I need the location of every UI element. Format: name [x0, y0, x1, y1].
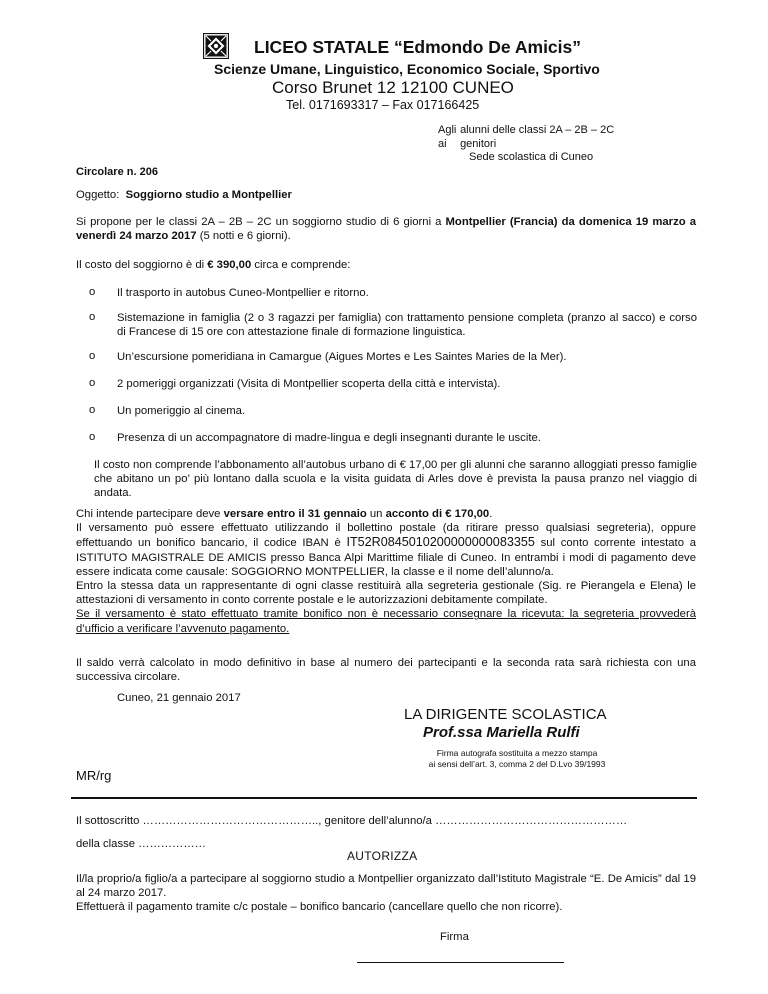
- payment-deadline-date: versare entro il 31 gennaio: [223, 508, 367, 520]
- exclusions-paragraph: Il costo non comprende l’abbonamento all’autobus urbano di € 17,00 per gli alunni che saranno alloggiati presso famiglie che abitano un po’ più lontano dalla scuola e la visita guidata di Arles dove è prevista la pausa pranzo nel viaggio di andata.: [94, 459, 697, 500]
- bullet-marker: o: [89, 350, 96, 362]
- signatory-role: LA DIRIGENTE SCOLASTICA: [404, 706, 607, 723]
- signature-line: [357, 962, 564, 963]
- subject-value: Soggiorno studio a Montpellier: [125, 189, 292, 201]
- payment-methods-text: Il versamento può essere effettuato utilizzando il bollettino postale (da ritirare presso qualsiasi segreteria), oppure effettuando un bonifico bancario, il codice IBAN è: [76, 522, 696, 550]
- signatory-name: Prof.ssa Mariella Rulfi: [423, 724, 580, 741]
- form-authorization-text: Il/la proprio/a figlio/a a partecipare al soggiorno studio a Montpellier organizzato dall’Istituto Magistrale “E. De Amicis” dal 19 al 24 marzo 2017.: [76, 873, 696, 900]
- recipients-prefix-ai: ai: [438, 137, 447, 150]
- payment-text: .: [489, 508, 493, 520]
- form-class-line: della classe ………………: [76, 838, 206, 850]
- recipients-location: Sede scolastica di Cuneo: [469, 151, 594, 163]
- list-item: Un pomeriggio al cinema.: [117, 405, 246, 417]
- payment-transfer-note: Se il versamento è stato effettuato tramite bonifico non è necessario consegnare la ricevuta: la segreteria provvederà d’ufficio a verificare l’avvenuto pagamento.: [76, 608, 696, 635]
- payment-text: Chi intende partecipare deve: [76, 508, 224, 520]
- recipients-students: alunni delle classi 2A – 2B – 2C: [460, 124, 615, 136]
- bullet-marker: o: [89, 404, 96, 416]
- signature-legal-note: [406, 748, 628, 770]
- cost-text-end: circa e comprende:: [251, 259, 351, 271]
- cost-text: Il costo del soggiorno è di: [76, 259, 208, 271]
- school-emblem-icon: [203, 33, 229, 59]
- subject-line: [76, 188, 696, 202]
- bullet-marker: o: [89, 286, 96, 298]
- bullet-marker: o: [89, 377, 96, 389]
- place-date: Cuneo, 21 gennaio 2017: [117, 692, 241, 704]
- recipients-parents: genitori: [460, 137, 497, 150]
- payment-deadline: [76, 507, 696, 521]
- intro-duration: (5 notti e 6 giorni).: [196, 230, 291, 243]
- payment-account-text: sul conto corrente intestato a ISTITUTO MAGISTRALE DE AMICIS presso Banca Alpi Marittime filiale di Cuneo. In entrambi i modi di pagamento deve essere indicata come causale: SOGGIORNO MONTPELLIER, la classe e il nome dell’alunno/a.: [76, 537, 696, 578]
- divider-line: [71, 797, 697, 799]
- signature-note-line: Firma autografa sostituita a mezzo stampa: [436, 748, 598, 758]
- form-signature-label: Firma: [440, 931, 469, 943]
- list-item: Il trasporto in autobus Cuneo-Montpellier e ritorno.: [117, 287, 369, 299]
- school-address: Corso Brunet 12 12100 CUNEO: [272, 78, 514, 97]
- payment-deposit-amount: acconto di € 170,00: [385, 508, 490, 520]
- school-courses: Scienze Umane, Linguistico, Economico Sociale, Sportivo: [214, 61, 600, 77]
- school-name: LICEO STATALE “Edmondo De Amicis”: [254, 37, 582, 57]
- balance-paragraph: Il saldo verrà calcolato in modo definitivo in base al numero dei partecipanti e la seconda rata sarà richiesta con una successiva circolare.: [76, 657, 696, 684]
- cost-amount: € 390,00: [207, 259, 252, 271]
- bullet-marker: o: [89, 311, 96, 323]
- cost-paragraph: [76, 258, 696, 272]
- recipients-block: [438, 124, 614, 165]
- list-item: Un’escursione pomeridiana in Camargue (Aigues Mortes e Les Saintes Maries de la Mer).: [117, 351, 567, 363]
- list-item: Sistemazione in famiglia (2 o 3 ragazzi per famiglia) con trattamento pensione completa (pranzo al sacco) e corso di Francese di 15 ore con attestazione finale di formazione linguistica.: [117, 312, 697, 339]
- school-phone: Tel. 0171693317 – Fax 017166425: [286, 98, 480, 112]
- intro-text: Si propone per le classi 2A – 2B – 2C un soggiorno studio di 6 giorni a: [76, 216, 446, 228]
- payment-text: un: [366, 508, 386, 520]
- form-payment-choice: Effettuerà il pagamento tramite c/c postale – bonifico bancario (cancellare quello che non ricorre).: [76, 901, 563, 913]
- bullet-marker: o: [89, 431, 96, 443]
- payment-block: [76, 507, 696, 636]
- iban-code: IT52R0845010200000000083355: [346, 535, 535, 550]
- signature-note-line: ai sensi dell’art. 3, comma 2 del D.Lvo 39/1993: [428, 759, 606, 769]
- subject-label: Oggetto:: [76, 189, 120, 201]
- list-item: Presenza di un accompagnatore di madre-lingua e degli insegnanti durante le uscite.: [117, 432, 541, 444]
- authorize-heading: AUTORIZZA: [347, 849, 418, 863]
- recipients-prefix-agli: Agli: [438, 124, 457, 136]
- initials: MR/rg: [76, 768, 112, 783]
- intro-paragraph: [76, 215, 696, 243]
- intro-destination-dates: Montpellier (Francia) da domenica 19 marzo a venerdì 24 marzo 2017: [76, 216, 696, 243]
- list-item: 2 pomeriggi organizzati (Visita di Montpellier scoperta della città e intervista).: [117, 378, 501, 390]
- payment-methods: [76, 521, 696, 579]
- circular-number: Circolare n. 206: [76, 166, 158, 178]
- form-parent-line: Il sottoscritto ……………………………………….., genitore dell’alunno/a ……………………………………………: [76, 815, 628, 827]
- payment-receipts: Entro la stessa data un rappresentante di ogni classe restituirà alla segreteria gestionale (Sig. re Pierangela e Elena) le attestazioni di versamento in conto corrente postale e le autorizzazioni debitamente compilate.: [76, 580, 696, 607]
